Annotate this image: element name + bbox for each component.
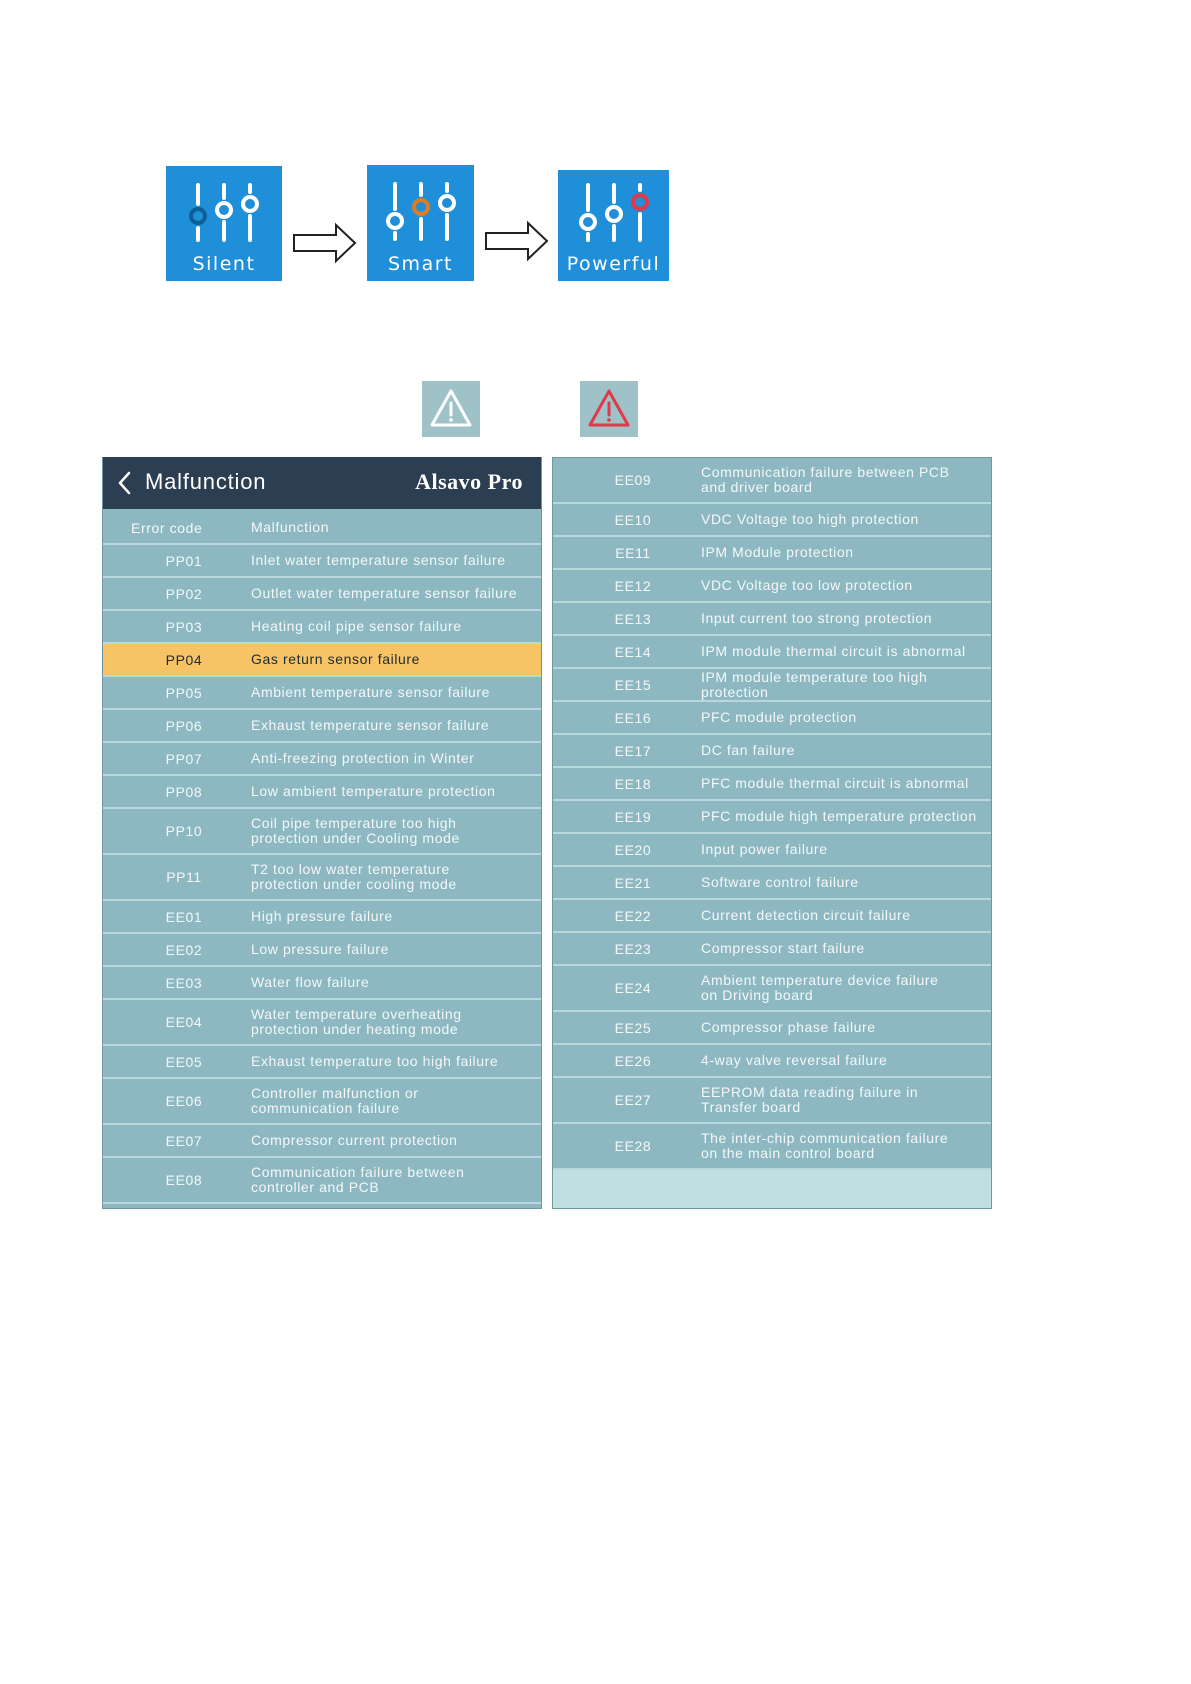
error-description: T2 too low water temperature protection under cooling mode — [251, 861, 457, 892]
table-row[interactable] — [553, 1078, 991, 1124]
error-description: Exhaust temperature sensor failure — [251, 717, 490, 733]
error-description: PFC module high temperature protection — [701, 808, 977, 824]
error-code: EE04 — [165, 1014, 203, 1030]
table-row[interactable] — [553, 1045, 991, 1078]
error-code: EE19 — [614, 808, 652, 825]
error-code: EE09 — [614, 472, 652, 488]
error-description: High pressure failure — [251, 908, 393, 924]
table-row[interactable] — [553, 1012, 991, 1045]
arrow-right-icon — [484, 220, 550, 262]
error-code: EE02 — [165, 941, 203, 958]
error-code: EE16 — [614, 709, 652, 726]
error-description: 4-way valve reversal failure — [701, 1052, 888, 1068]
malfunction-panel-left — [102, 457, 542, 1209]
sliders-icon — [186, 182, 262, 244]
back-chevron-icon[interactable] — [117, 470, 133, 496]
table-row[interactable] — [553, 458, 991, 504]
error-description: The inter-chip communication failure on the main control board — [701, 1130, 949, 1161]
error-code: EE11 — [615, 544, 651, 561]
table-row[interactable] — [103, 1079, 541, 1125]
error-description: Compressor phase failure — [701, 1019, 876, 1035]
error-code: PP03 — [165, 618, 203, 635]
error-description: PFC module protection — [701, 709, 857, 725]
table-row[interactable] — [103, 855, 541, 901]
error-code: EE28 — [614, 1138, 652, 1154]
table-row[interactable] — [103, 611, 541, 644]
table-row[interactable] — [103, 545, 541, 578]
error-code: EE13 — [614, 610, 652, 627]
error-description: Water flow failure — [251, 974, 370, 990]
app-header — [103, 457, 541, 509]
error-description: Compressor start failure — [701, 940, 865, 956]
sliders-icon — [576, 182, 652, 244]
table-header-row — [103, 512, 541, 545]
table-row[interactable] — [103, 677, 541, 710]
table-row[interactable] — [553, 768, 991, 801]
error-description: Low ambient temperature protection — [251, 783, 496, 799]
error-description: PFC module thermal circuit is abnormal — [701, 775, 969, 791]
mode-label: Silent — [192, 253, 256, 275]
table-row[interactable] — [553, 966, 991, 1012]
error-description: IPM module temperature too high protection — [701, 668, 928, 700]
error-description: EEPROM data reading failure in Transfer board — [701, 1084, 919, 1115]
error-code: EE08 — [165, 1172, 203, 1188]
column-header-desc: Malfunction — [251, 519, 330, 535]
error-code: PP10 — [165, 823, 203, 839]
error-description: DC fan failure — [701, 742, 795, 758]
mode-smart-tile[interactable] — [367, 165, 474, 281]
error-code: EE24 — [614, 980, 652, 996]
arrow-right-icon — [292, 222, 358, 264]
error-code: EE14 — [614, 643, 652, 660]
error-code: EE21 — [614, 874, 652, 891]
table-row[interactable] — [103, 644, 541, 677]
error-code: EE01 — [165, 908, 203, 925]
error-description: Communication failure between controller and PCB — [251, 1164, 465, 1195]
table-row[interactable] — [103, 578, 541, 611]
table-row[interactable] — [103, 934, 541, 967]
error-code: PP04 — [165, 651, 203, 668]
error-description: Compressor current protection — [251, 1132, 458, 1148]
error-description: Controller malfunction or communication failure — [251, 1085, 419, 1116]
error-code: EE05 — [165, 1053, 203, 1070]
error-code: EE22 — [614, 907, 652, 924]
table-row[interactable] — [553, 537, 991, 570]
warning-indicator-normal — [422, 381, 480, 437]
table-row[interactable] — [553, 603, 991, 636]
error-code: EE15 — [614, 676, 652, 693]
error-code: PP06 — [165, 717, 203, 734]
table-row[interactable] — [553, 1124, 991, 1170]
table-row[interactable] — [103, 776, 541, 809]
warning-indicator-alert — [580, 381, 638, 437]
error-code: PP11 — [166, 869, 202, 885]
table-row[interactable] — [553, 801, 991, 834]
table-row[interactable] — [103, 1046, 541, 1079]
error-code: EE06 — [165, 1093, 203, 1109]
table-row[interactable] — [553, 669, 991, 702]
error-description: Low pressure failure — [251, 941, 390, 957]
error-code: PP08 — [165, 783, 203, 800]
column-header-code: Error code — [131, 519, 203, 536]
error-code: EE18 — [614, 775, 652, 792]
error-description: Input current too strong protection — [701, 610, 933, 626]
error-code: EE27 — [614, 1092, 652, 1108]
mode-powerful-tile[interactable] — [558, 170, 669, 281]
error-code: EE12 — [614, 577, 652, 594]
table-row[interactable] — [553, 834, 991, 867]
table-row[interactable] — [553, 504, 991, 537]
table-row[interactable] — [103, 1000, 541, 1046]
table-row[interactable] — [103, 743, 541, 776]
error-description: Coil pipe temperature too high protection under Cooling mode — [251, 815, 460, 846]
error-code: EE23 — [614, 940, 652, 957]
table-row[interactable] — [103, 710, 541, 743]
table-row[interactable] — [103, 1158, 541, 1204]
error-code: EE26 — [614, 1052, 652, 1069]
table-row[interactable] — [553, 867, 991, 900]
error-description: Water temperature overheating protection under heating mode — [251, 1006, 462, 1037]
table-row[interactable] — [553, 570, 991, 603]
error-code: EE17 — [614, 742, 652, 759]
table-row[interactable] — [553, 900, 991, 933]
error-description: Ambient temperature device failure on Driving board — [701, 972, 939, 1003]
mode-label: Smart — [388, 253, 453, 275]
error-code: EE07 — [165, 1132, 203, 1149]
table-row[interactable] — [103, 901, 541, 934]
error-description: Exhaust temperature too high failure — [251, 1053, 499, 1069]
error-description: Anti-freezing protection in Winter — [251, 750, 475, 766]
brand-logo: Alsavo Pro — [415, 469, 523, 494]
error-description: Input power failure — [701, 841, 828, 857]
error-description: VDC Voltage too high protection — [701, 511, 919, 527]
error-description: Gas return sensor failure — [251, 651, 421, 667]
malfunction-panel-right — [552, 457, 992, 1209]
error-description: Software control failure — [701, 874, 859, 890]
warning-triangle-red-icon — [586, 386, 632, 432]
error-description: Heating coil pipe sensor failure — [251, 618, 462, 634]
error-code: PP01 — [165, 552, 203, 569]
error-code: EE10 — [614, 511, 652, 528]
warning-triangle-icon — [428, 386, 474, 432]
table-row[interactable] — [553, 933, 991, 966]
error-code: PP07 — [165, 750, 203, 767]
error-description: VDC Voltage too low protection — [701, 577, 913, 593]
error-description: Ambient temperature sensor failure — [251, 684, 491, 700]
error-description: Communication failure between PCB and driver board — [701, 464, 950, 495]
error-code: EE25 — [614, 1019, 652, 1036]
table-row[interactable] — [553, 702, 991, 735]
error-description: Inlet water temperature sensor failure — [251, 552, 506, 568]
table-row[interactable] — [553, 636, 991, 669]
error-description: Current detection circuit failure — [701, 907, 911, 923]
error-code: EE03 — [165, 974, 203, 991]
sliders-icon — [383, 181, 459, 243]
mode-label: Powerful — [566, 253, 661, 275]
table-row[interactable] — [103, 809, 541, 855]
mode-silent-tile[interactable] — [166, 166, 282, 281]
error-description: IPM module thermal circuit is abnormal — [701, 643, 966, 659]
page-title: Malfunction — [145, 469, 267, 494]
error-code: PP02 — [165, 585, 203, 602]
error-code: PP05 — [165, 684, 203, 701]
error-code: EE20 — [614, 841, 652, 858]
error-description: IPM Module protection — [701, 544, 854, 560]
error-description: Outlet water temperature sensor failure — [251, 585, 518, 601]
table-row[interactable] — [103, 1125, 541, 1158]
table-row[interactable] — [553, 735, 991, 768]
table-row[interactable] — [103, 967, 541, 1000]
